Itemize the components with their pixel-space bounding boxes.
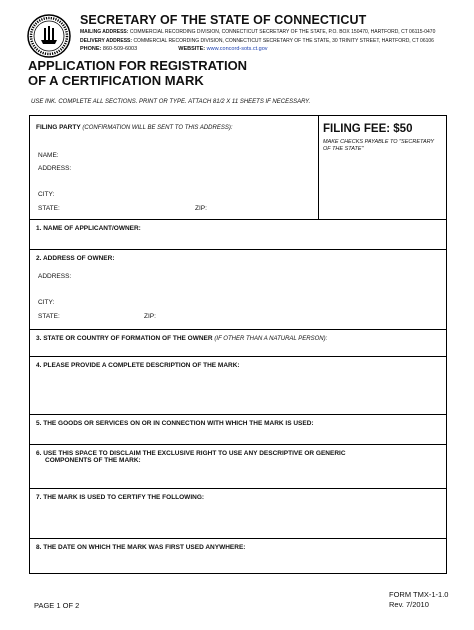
section-2-owner-address: 2. ADDRESS OF OWNER: bbox=[36, 255, 115, 262]
section-5-goods-services[interactable]: 5. THE GOODS OR SERVICES ON OR IN CONNECTION WITH WHICH THE MARK IS USED: bbox=[36, 420, 314, 427]
owner-state-field[interactable]: STATE: bbox=[38, 313, 60, 320]
filing-name-field[interactable]: NAME: bbox=[38, 152, 59, 159]
filing-city-field[interactable]: CITY: bbox=[38, 191, 55, 198]
mailing-address bbox=[80, 29, 435, 35]
mailing-address-value: COMMERCIAL RECORDING DIVISION, CONNECTICUT SECRETARY OF THE STATE, P.O. BOX 150470, HARTFORD, CT 06115-0470 bbox=[129, 29, 436, 35]
filing-party-note: (CONFIRMATION WILL BE SENT TO THIS ADDRESS): bbox=[82, 125, 233, 131]
website-label: WEBSITE: bbox=[178, 46, 206, 52]
fee-divider bbox=[318, 116, 319, 219]
divider bbox=[30, 488, 446, 489]
owner-zip-field[interactable]: ZIP: bbox=[144, 313, 156, 320]
divider bbox=[30, 356, 446, 357]
contact-line bbox=[80, 46, 268, 52]
divider bbox=[30, 219, 446, 220]
filing-fee: FILING FEE: $50 bbox=[323, 123, 413, 135]
section-6-line-2: COMPONENTS OF THE MARK: bbox=[45, 457, 141, 464]
agency-name: SECRETARY OF THE STATE OF CONNECTICUT bbox=[80, 13, 367, 27]
delivery-address bbox=[80, 38, 434, 44]
divider bbox=[30, 444, 446, 445]
form-title bbox=[28, 58, 247, 88]
owner-address-field[interactable]: ADDRESS: bbox=[38, 273, 72, 280]
owner-city-field[interactable]: CITY: bbox=[38, 299, 55, 306]
page-number: PAGE 1 OF 2 bbox=[34, 601, 80, 610]
phone-value: 860-509-6003 bbox=[102, 46, 138, 52]
section-3-note: (IF OTHER THAN A NATURAL PERSON): bbox=[214, 336, 328, 342]
form-body bbox=[29, 115, 447, 574]
state-seal-logo bbox=[27, 14, 71, 58]
filing-state-field[interactable]: STATE: bbox=[38, 205, 60, 212]
mailing-address-label: MAILING ADDRESS: bbox=[80, 29, 129, 35]
section-7-certify[interactable]: 7. THE MARK IS USED TO CERTIFY THE FOLLOWING: bbox=[36, 494, 205, 501]
phone-label: PHONE: bbox=[80, 46, 102, 52]
section-6-disclaimer[interactable] bbox=[36, 450, 346, 464]
divider bbox=[30, 538, 446, 539]
section-3-label: 3. STATE OR COUNTRY OF FORMATION OF THE OWNER bbox=[36, 335, 213, 342]
filing-zip-field[interactable]: ZIP: bbox=[195, 205, 207, 212]
filing-address-field[interactable]: ADDRESS: bbox=[38, 165, 72, 172]
divider bbox=[30, 249, 446, 250]
delivery-address-label: DELIVERY ADDRESS: bbox=[80, 38, 133, 44]
divider bbox=[30, 414, 446, 415]
website-link[interactable]: www.concord-sots.ct.gov bbox=[206, 46, 268, 52]
filing-party-heading bbox=[36, 124, 233, 131]
divider bbox=[30, 329, 446, 330]
form-title-line-1: APPLICATION FOR REGISTRATION bbox=[28, 58, 248, 73]
section-1-owner-name[interactable]: 1. NAME OF APPLICANT/OWNER: bbox=[36, 225, 141, 232]
section-4-description[interactable]: 4. PLEASE PROVIDE A COMPLETE DESCRIPTION OF THE MARK: bbox=[36, 362, 240, 369]
form-title-line-2: OF A CERTIFICATION MARK bbox=[28, 73, 204, 88]
filing-fee-note: MAKE CHECKS PAYABLE TO "SECRETARY OF THE STATE" bbox=[323, 139, 434, 152]
revision-date: Rev. 7/2010 bbox=[389, 600, 429, 609]
filing-party-label: FILING PARTY bbox=[36, 124, 81, 131]
section-6-line-1: 6. USE THIS SPACE TO DISCLAIM THE EXCLUSIVE RIGHT TO USE ANY DESCRIPTIVE OR GENERIC bbox=[36, 450, 346, 457]
instructions: USE INK. COMPLETE ALL SECTIONS. PRINT OR TYPE. ATTACH 81/2 X 11 SHEETS IF NECESSARY. bbox=[31, 99, 311, 105]
form-number: FORM TMX-1-1.0 bbox=[389, 590, 449, 599]
section-3-formation[interactable] bbox=[36, 335, 327, 342]
delivery-address-value: COMMERCIAL RECORDING DIVISION, CONNECTICUT SECRETARY OF THE STATE, 30 TRINITY STREET, HARTFORD, CT 06106 bbox=[133, 38, 434, 44]
section-8-first-use-date[interactable]: 8. THE DATE ON WHICH THE MARK WAS FIRST USED ANYWHERE: bbox=[36, 544, 246, 551]
